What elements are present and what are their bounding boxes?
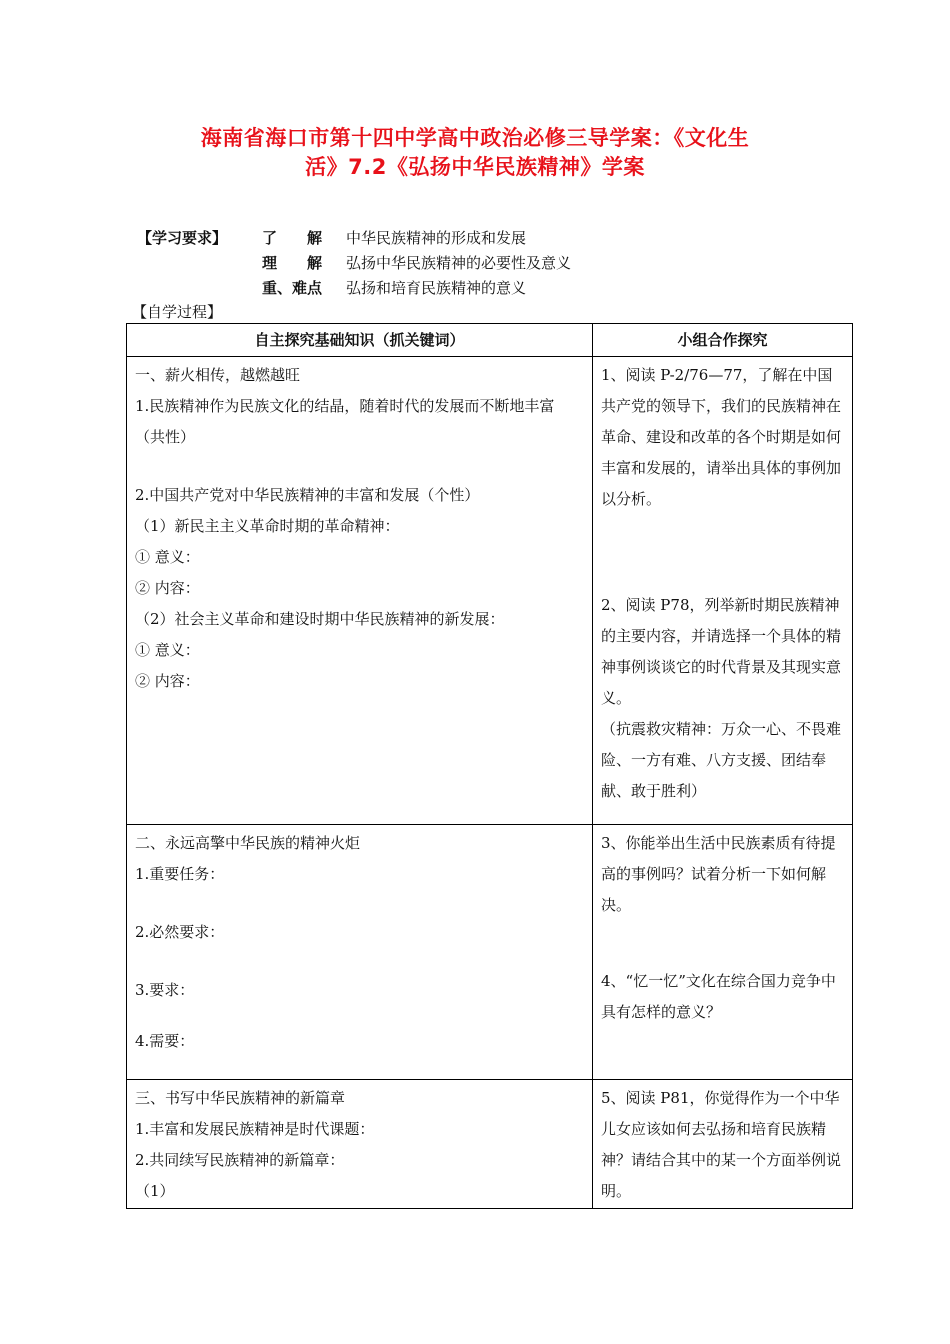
section-2-group-questions	[593, 825, 853, 1080]
section-1-sub-2-meaning: ① 意义：	[135, 641, 200, 659]
section-1-knowledge	[127, 357, 593, 825]
requirement-label-key-points: 重、难点	[262, 279, 323, 297]
section-2-point-2: 2.必然要求：	[135, 923, 225, 941]
section-1-group-questions	[593, 357, 853, 825]
requirement-label-comprehend: 理 解	[262, 254, 323, 272]
question-4: 4、“忆一忆”文化在综合国力竞争中具有怎样的意义？	[601, 972, 836, 1021]
section-2-knowledge	[127, 825, 593, 1080]
header-group-study: 小组合作探究	[593, 324, 853, 357]
section-2-heading: 二、永远高擎中华民族的精神火炬	[135, 834, 361, 852]
document-title	[150, 124, 800, 182]
table-header-row	[127, 324, 853, 357]
section-3-heading: 三、书写中华民族精神的新篇章	[135, 1089, 346, 1107]
section-1-point-1: 1.民族精神作为民族文化的结晶，随着时代的发展而不断地丰富（共性）	[135, 397, 555, 446]
section-3-group-questions	[593, 1080, 853, 1209]
section-2-point-3: 3.要求：	[135, 981, 195, 999]
question-1: 1、阅读 P-2/76—77，了解在中国共产党的领导下，我们的民族精神在革命、建设和改革的各个时期是如何丰富和发展的，请举出具体的事例加以分析。	[601, 366, 842, 508]
question-3: 3、你能举出生活中民族素质有待提高的事例吗？试着分析一下如何解决。	[601, 834, 836, 914]
section-1-sub-2-content: ② 内容：	[135, 672, 200, 690]
requirements-heading: 【学习要求】	[137, 229, 228, 247]
section-1-sub-2: （2）社会主义革命和建设时期中华民族精神的新发展：	[135, 610, 505, 628]
section-2-point-4: 4.需要：	[135, 1032, 195, 1050]
section-1-point-2: 2.中国共产党对中华民族精神的丰富和发展（个性）	[135, 486, 480, 504]
question-2-example: （抗震救灾精神：万众一心、不畏难险、一方有难、八方支援、团结奉献、敢于胜利）	[601, 720, 842, 800]
section-2-point-1: 1.重要任务：	[135, 865, 225, 883]
table-row-section-2	[127, 825, 853, 1080]
table-row-section-1	[127, 357, 853, 825]
requirement-text-understand: 中华民族精神的形成和发展	[346, 229, 527, 247]
requirement-text-comprehend: 弘扬中华民族精神的必要性及意义	[346, 254, 572, 272]
section-3-point-2: 2.共同续写民族精神的新篇章：	[135, 1151, 345, 1169]
section-3-knowledge	[127, 1080, 593, 1209]
question-5: 5、阅读 P81，你觉得作为一个中华儿女应该如何去弘扬和培育民族精神？请结合其中的某一个方面举例说明。	[601, 1089, 842, 1200]
question-2: 2、阅读 P78，列举新时期民族精神的主要内容，并请选择一个具体的精神事例谈谈它的时代背景及其现实意义。	[601, 596, 842, 707]
section-1-sub-1-content: ② 内容：	[135, 579, 200, 597]
title-line-1: 海南省海口市第十四中学高中政治必修三导学案：《文化生	[200, 126, 750, 150]
section-1-heading: 一、薪火相传，越燃越旺	[135, 366, 301, 384]
section-1-sub-1-meaning: ① 意义：	[135, 548, 200, 566]
section-3-sub-1: （1）	[135, 1182, 175, 1200]
requirement-text-key-points: 弘扬和培育民族精神的意义	[346, 279, 527, 297]
self-study-heading: 【自学过程】	[132, 303, 223, 321]
section-1-sub-1: （1）新民主主义革命时期的革命精神：	[135, 517, 400, 535]
table-row-section-3	[127, 1080, 853, 1209]
title-line-2: 活》7.2《弘扬中华民族精神》学案	[305, 155, 645, 179]
requirement-label-understand: 了 解	[262, 229, 323, 247]
section-3-point-1: 1.丰富和发展民族精神是时代课题：	[135, 1120, 375, 1138]
header-self-study: 自主探究基础知识（抓关键词）	[127, 324, 593, 357]
study-table	[126, 323, 853, 1209]
